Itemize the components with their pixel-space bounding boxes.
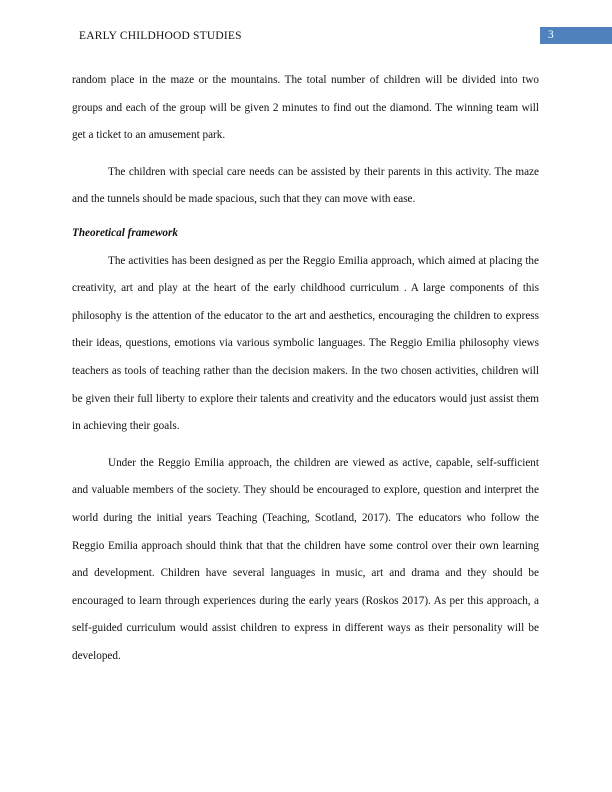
document-body [72,67,539,670]
paragraph-reggio-emilia-view: Under the Reggio Emilia approach, the children are viewed as active, capable, self-sufficient and valuable members of the society. They should be encouraged to explore, question and interpret the world during the initial years Teaching (Teaching, Scotland, 2017). The educators who follow the Reggio Emilia approach should think that that the children have some control over their own learning and development. Children have several languages in music, art and drama and they should be encouraged to learn through experiences during the early years (Roskos 2017). As per this approach, a self-guided curriculum would assist children to express in different ways as their personality will be developed. [72,456,539,662]
paragraph-special-needs: The children with special care needs can be assisted by their parents in this activity. The maze and the tunnels should be made spacious, such that they can move with ease. [72,165,539,206]
page-number-badge [540,27,612,44]
running-header-title: EARLY CHILDHOOD STUDIES [79,30,242,42]
paragraph-continuation: random place in the maze or the mountains. The total number of children will be divided into two groups and each of the group will be given 2 minutes to find out the diamond. The winning team will get a ticket to an amusement park. [72,74,539,142]
paragraph-reggio-emilia-activities: The activities has been designed as per the Reggio Emilia approach, which aimed at placing the creativity, art and play at the heart of the early childhood curriculum . A large components of this philosophy is the attention of the educator to the art and aesthetics, encouraging the children to express their ideas, questions, emotions via various symbolic languages. The Reggio Emilia philosophy views teachers as tools of teaching rather than the decision makers. In the two chosen activities, children will be given their full liberty to explore their talents and creativity and the educators would just assist them in achieving their goals. [72,254,539,433]
section-heading: Theoretical framework [72,226,178,239]
page-number: 3 [548,29,554,41]
